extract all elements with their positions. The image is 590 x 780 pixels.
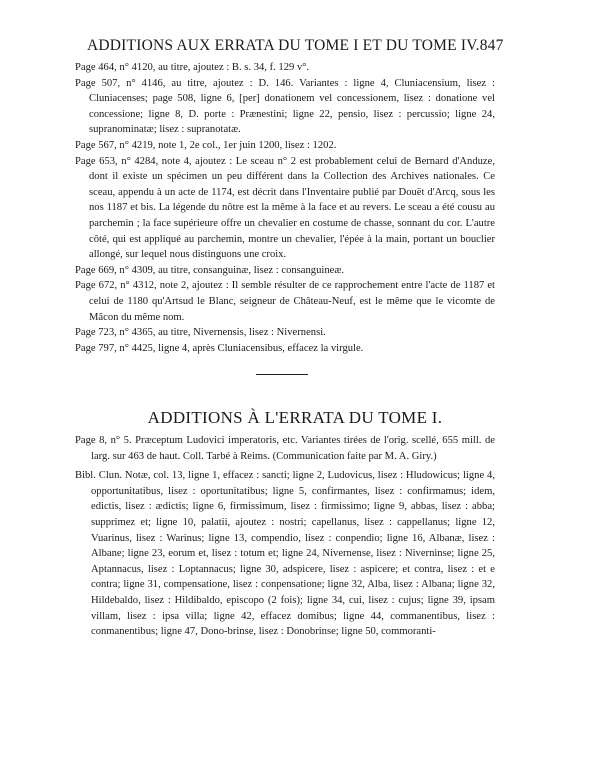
- errata-entry-page-8: Page 8, n° 5. Præceptum Ludovici imperatoris, etc. Variantes tirées de l'orig. scellé, 655 mill. de larg. sur 463 de haut. Coll. Tarbé à Reims. (Communication faite par M. A. Giry.): [75, 435, 495, 462]
- errata-entry-page-723: Page 723, n° 4365, au titre, Nivernensis, lisez : Nivernensi.: [75, 327, 326, 339]
- errata-entry-page-672: Page 672, n° 4312, note 2, ajoutez : Il semble résulter de ce rapprochement entre l'acte de 1187 et celui de 1180 qu'Artsud le Blanc, seigneur de Château-Neuf, est le même que le vicomte de Mâcon du même nom.: [75, 280, 495, 323]
- running-head: [87, 37, 504, 55]
- errata-tome1-list: [75, 433, 495, 644]
- errata-entry-page-567: Page 567, n° 4219, note 1, 2e col., 1er juin 1200, lisez : 1202.: [75, 139, 337, 151]
- running-title: ADDITIONS AUX ERRATA DU TOME I ET DU TOME IV.: [87, 37, 480, 54]
- page-number: 847: [479, 37, 504, 54]
- errata-additions-list: [75, 60, 495, 356]
- errata-entry-page-669: Page 669, n° 4309, au titre, consanguinæ, lisez : consanguineæ.: [75, 264, 345, 276]
- errata-entry-page-507: Page 507, n° 4146, au titre, ajoutez : D. 146. Variantes : ligne 4, Cluniacensium, lisez : Cluniacenses; page 508, ligne 6, [per] donationem vel concessionem, lisez : donatione vel concessione; ligne 8, D. porte : Prænestini; ligne 22, pensio, lisez : percussio; ligne 24, supranominatæ; lisez : supranotatæ.: [75, 77, 495, 136]
- errata-entry-page-464: Page 464, n° 4120, au titre, ajoutez : B. s. 34, f. 129 v°.: [75, 62, 310, 73]
- section-divider: [256, 374, 308, 375]
- section-title: ADDITIONS À L'ERRATA DU TOME I.: [147, 408, 443, 427]
- errata-entry-page-653: Page 653, n° 4284, note 4, ajoutez : Le sceau n° 2 est probablement celui de Bernard d'Anduze, dont il existe un spécimen un peu différent dans la Collection des Archives nationales. Ce sceau, appendu à un acte de 1174, est décrit dans l'Inventaire publié par Douët d'Arcq, sous les nos 1187 et bis. La légende du nôtre est la même à la face et au revers. Le sceau a été cousu au parchemin ; la face supérieure offre un chevalier en costume de chasse, sonnant du cor. L'autre côté, qui est appliqué au parchemin, montre un chevalier, l'épée à la main, portant un bouclier allongé, sur lequel nous distinguons une croix.: [75, 155, 495, 261]
- errata-entry-page-797: Page 797, n° 4425, ligne 4, après Cluniacensibus, effacez la virgule.: [75, 342, 364, 354]
- errata-entry-bibl-clun: Bibl. Clun. Notæ, col. 13, ligne 1, effacez : sancti; ligne 2, Ludovicus, lisez : Hludowicus; ligne 4, opportunitatibus, lisez : oportunitatibus; ligne 5, confirmantes, lisez : confirmamus; idem, edictis, lisez : ædictis; ligne 6, firmissimum, lisez : firmissimo; ligne 9, abbas, lisez : abba; supprimez et; ligne 10, palatii, ajoutez : nostri; capellanus, lisez : cappellanus; ligne 12, Vuarinus, lisez : Warinus; ligne 13, compendio, lisez : conpendio; ligne 16, Albanæ, lisez : Albane; ligne 23, eorum et, lisez : totum et; ligne 24, Nivernense, lisez : Niverninse; ligne 25, Aptannacus, lisez : Loptannacus; ligne 30, adspicere, lisez : aspicere; et contra, lisez : et e contra; ligne 31, compensatione, lisez : conpensatione; ligne 32, Alba, lisez : Albana; ligne 32, Hildebaldo, lisez : Hildibaldo, episcopo (2 fois); ligne 34, cui, lisez : cujus; ligne 39, ipsam villam, lisez : ipsa villa; ligne 42, effacez domibus; ligne 44, commanentibus, lisez : conmanentibus; ligne 47, Dono-brinse, lisez : Donobrinse; ligne 50, commoranti-: [75, 470, 495, 638]
